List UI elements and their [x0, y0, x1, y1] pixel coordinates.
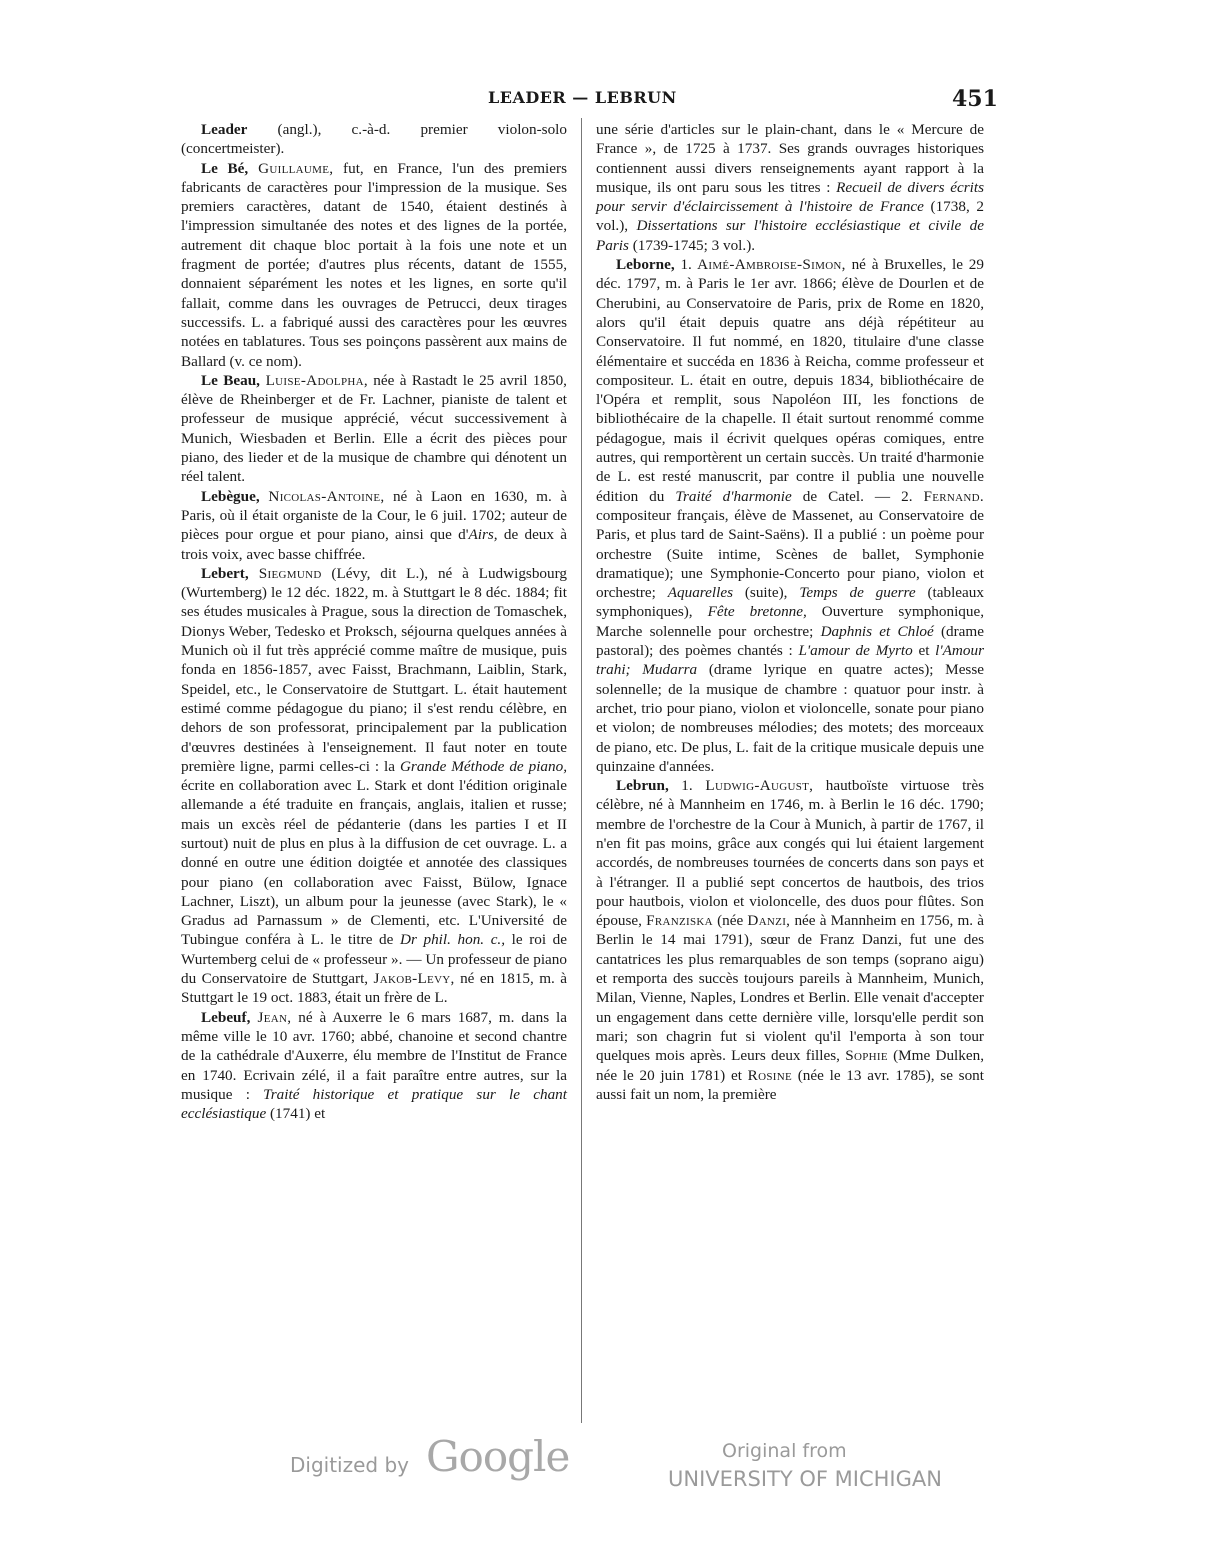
entry-text: (angl.), c.-à-d. premier violon-solo (concertmeister). [181, 121, 567, 158]
university-label: UNIVERSITY OF MICHIGAN [668, 1467, 942, 1491]
column-divider [581, 118, 582, 1423]
work-title: Traité d'harmonie [675, 487, 792, 505]
person-name: Franziska [646, 912, 713, 930]
entry-leader [181, 120, 567, 159]
person-name: Sophie [845, 1047, 888, 1065]
entry-text: écrite en collaboration avec L. Stark et dont l'édition originale allemande a été traduite en français, anglais, italien et russe; mais un excès réel de pédanterie (dans les parties I et II surtout) nuit de plus en plus à la diffusion de cet ouvrage. L. a donné en outre une édition doigtée et annotée des classiques pour piano (en collaboration avec Faisst, Bülow, Ignace Lachner, Liszt), un album pour la jeunesse (avec Stark), le « Gradus ad Parnassum » de Clementi, etc. L'Université de Tubingue conféra à L. le titre de [181, 777, 567, 949]
right-column [596, 120, 984, 1104]
headword: Lebrun, [616, 777, 669, 795]
work-title: Daphnis et Chloé [820, 622, 934, 640]
headword: Leader [201, 121, 248, 138]
entry-lebeuf [181, 1008, 567, 1124]
entry-text: (1741) et [266, 1105, 326, 1123]
work-title: Traité historique et pratique sur le chant ecclésiastique [181, 1085, 567, 1123]
entry-text: (née [712, 912, 748, 930]
entry-le-be [181, 159, 567, 371]
entry-text: (née le 13 avr. 1785), se sont aussi fait un nom, la première [596, 1066, 984, 1103]
given-name: Guillaume, [248, 159, 334, 177]
left-column [181, 120, 567, 1123]
given-name: Siegmund [248, 564, 322, 582]
entry-text: né à Bruxelles, le 29 déc. 1797, m. à Paris le 1er avr. 1866; élève de Dourlen et de Cherubini, au Conservatoire de Paris, prix de Rome en 1820, alors qu'il était depuis quatre ans déjà répétiteur au Conservatoire. Il fut nommé, en 1820, titulaire d'une classe élémentaire et succéda en 1836 à Reicha, comme professeur et compositeur. L. était en outre, depuis 1834, bibliothécaire de l'Opéra et remplit, sous Napoléon III, les fonctions de bibliothécaire de la chapelle. Il était surtout renommé comme pédagogue, mais il écrivit quelques opéras comiques, entre autres, qui remportèrent un certain succès. Un traité d'harmonie de L. est resté manuscrit, par contre il publia une nouvelle édition du [596, 256, 984, 505]
entry-text: (suite), [733, 584, 800, 602]
entry-text: fut, en France, l'un des premiers fabricants de caractères pour l'impression de la musique. Ses premiers caractères, datant de 1540, étaient destinés à l'impression simultanée des notes et des lignes de la portée, autrement dit chaque bloc portait à la fois une note et un fragment de portée; d'autres plus récents, datant de 1555, donnaient séparément les notes et les lignes, en sorte qu'il fallait, comme dans les ouvrages de Petrucci, deux tirages successifs. L. a fabriqué aussi des caractères pour les œuvres notées en tablatures. Tous ses poinçons passèrent aux mains de Ballard (v. ce nom). [181, 159, 567, 370]
entry-leborne [596, 255, 984, 776]
person-name: Danzi, [747, 912, 791, 930]
person-name: Fernand. [923, 487, 984, 505]
entry-text: né à Auxerre le 6 mars 1687, m. dans la même ville le 10 avr. 1760; abbé, chanoine et second chantre de la cathédrale d'Auxerre, élu membre de l'Institut de France en 1740. Ecrivain zélé, il a fait paraître entre autres, sur la musique : [181, 1008, 567, 1103]
entry-text: de Catel. — 2. [791, 487, 924, 505]
running-head: LEADER — LEBRUN [488, 88, 677, 107]
entry-text: compositeur français, élève de Massenet, au Conservatoire de Paris, et plus tard de Saint-Saëns). Il a publié : un poème pour orchestre (Suite intime, Scènes de ballet, Symphonie dramatique); une Symphonie-Concerto pour piano, violon et orchestre; [596, 506, 984, 602]
headword: Lebert, [201, 564, 249, 582]
entry-text: né à Laon en 1630, m. à Paris, où il était organiste de la Cour, le 6 juil. 1702; auteur de pièces pour orgue et pour piano, ainsi que d' [181, 487, 568, 544]
entry-text: (tableaux symphoniques), [596, 584, 984, 621]
digitized-by-label: Digitized by [290, 1453, 409, 1477]
entry-text: (drame lyrique en quatre actes); Messe solennelle; de la musique de chambre : quatuor pour instr. à archet, trio pour piano, violon et violoncelle, sonate pour piano et violon; de nombreuses mélodies; des motets; des morceaux de piano, etc. De plus, L. fait de la critique musicale depuis une quinzaine d'années. [596, 661, 984, 775]
entry-text: de deux à trois voix, avec basse chiffrée. [181, 526, 567, 563]
work-title: Dissertations sur l'histoire ecclésiastique et civile de Paris [596, 217, 984, 254]
entry-lebert [181, 564, 567, 1008]
entry-lebeuf-continued [596, 120, 984, 255]
work-title: Grande Méthode de piano, [399, 757, 568, 775]
entry-text: et [912, 642, 936, 660]
headword: Le Beau, [201, 371, 260, 389]
running-header [0, 86, 1207, 112]
given-name: Luise-Adolpha, [259, 371, 368, 389]
entry-text: (drame pastoral); des poèmes chantés : [596, 622, 984, 660]
entry-lebegue [181, 487, 567, 564]
entry-text: le roi de Wurtemberg celui de « professeur ». — Un professeur de piano du Conservatoire de Stuttgart, [181, 931, 568, 988]
work-title: Airs, [468, 526, 498, 544]
work-title: Temps de guerre [799, 584, 916, 602]
work-title: Recueil de divers écrits pour servir d'éclaircissement à l'histoire de France [596, 178, 984, 216]
digitization-footer [0, 1432, 1207, 1512]
entry-le-beau [181, 371, 567, 487]
work-title: Aquarelles [667, 584, 733, 602]
given-name: Aimé-Ambroise-Simon, [691, 256, 846, 274]
entry-text: né en 1815, m. à Stuttgart le 19 oct. 1883, était un frère de L. [181, 970, 567, 1007]
entry-text: (1738, 2 vol.), [596, 198, 984, 235]
headword: Le Bé, [201, 159, 249, 177]
alias: (Lévy, dit L.), [321, 564, 429, 582]
entry-text: Ouverture symphonique, Marche solennelle pour orchestre; [596, 603, 985, 640]
work-title: Fête bretonne, [707, 603, 807, 621]
entry-number: 1. [674, 256, 692, 274]
entry-text: née à Mannheim en 1756, m. à Berlin le 14 mai 1791), sœur de Franz Danzi, fut une des cantatrices les plus remarquables de son temps (soprano aigu) et remporta des succès toujours pareils à Mannheim, Munich, Milan, Vienne, Naples, Londres et Berlin. Elle venait d'accepter un engagement dans cette dernière ville, lorsqu'elle perdit son mari; son chagrin fut si violent qu'il l'emporta à son tour quelques mois après. Leurs deux filles, [596, 912, 984, 1065]
headword: Leborne, [616, 256, 675, 274]
original-from-label: Original from [722, 1440, 847, 1462]
entry-text: (Mme Dulken, née le 20 juin 1781) et [596, 1047, 984, 1084]
entry-lebrun [596, 776, 984, 1104]
person-name: Rosine [747, 1066, 792, 1084]
entry-number: 1. [668, 777, 693, 795]
given-name: Jean, [250, 1008, 292, 1026]
entry-text: né à Ludwigsbourg (Wurtemberg) le 12 déc. 1822, m. à Stuttgart le 8 déc. 1884; fit ses études musicales à Prague, sous la direction de Tomaschek, Dionys Weber, Tedesko et Proksch, séjourna quelques années à Munich où il fut très apprécié comme maître de musique, puis fonda en 1856-1857, avec Faisst, Brachmann, Laiblin, Stark, Speidel, etc., le Conservatoire de Stuttgart. L. était hautement estimé comme pédagogue du piano; il s'est rendu célèbre, en dehors de son professorat, principalement par la publication d'œuvres destinées à l'enseignement. Il faut noter en toute première ligne, parmi celles-ci : la [181, 564, 567, 775]
headword: Lebeuf, [201, 1008, 251, 1026]
page-number: 451 [952, 86, 998, 112]
work-title: L'amour de Myrto [798, 642, 913, 660]
given-name: Nicolas-Antoine, [259, 487, 385, 505]
person-name: Jakob-Levy, [373, 970, 455, 988]
headword: Lebègue, [201, 487, 260, 505]
google-logo: Google [426, 1432, 570, 1481]
entry-text: née à Rastadt le 25 avril 1850, élève de Rheinberger et de Fr. Lachner, pianiste de talent et professeur de musique apprécié, vécut successivement à Munich, Wiesbaden et Berlin. Elle a écrit des pièces pour piano, des lieder et de la musique de chambre qui dénotent un réel talent. [181, 371, 567, 486]
degree-title: Dr phil. hon. c., [400, 931, 506, 949]
entry-text: hautboïste virtuose très célèbre, né à Mannheim en 1746, m. à Berlin le 16 déc. 1790; membre de l'orchestre de la Cour à Munich, à partir de 1767, il n'en fit pas moins, grâce aux congés qui lui étaient largement accordés, de nombreuses tournées de concerts dans son pays et à l'étranger. Il a publié sept concertos de hautbois, des trios pour hautbois, violon et violoncelle, des duos pour flûtes. Son épouse, [596, 777, 984, 930]
entry-text: une série d'articles sur le plain-chant, dans le « Mercure de France », de 1725 à 1737. Ses grands ouvrages historiques contiennent aussi divers renseignements ayant rapport à la musique, ils ont paru sous les titres : [596, 121, 984, 196]
entry-text: (1739-1745; 3 vol.). [628, 236, 756, 254]
given-name: Ludwig-August, [692, 777, 814, 795]
work-title: l'Amour trahi; Mudarra [596, 642, 984, 679]
